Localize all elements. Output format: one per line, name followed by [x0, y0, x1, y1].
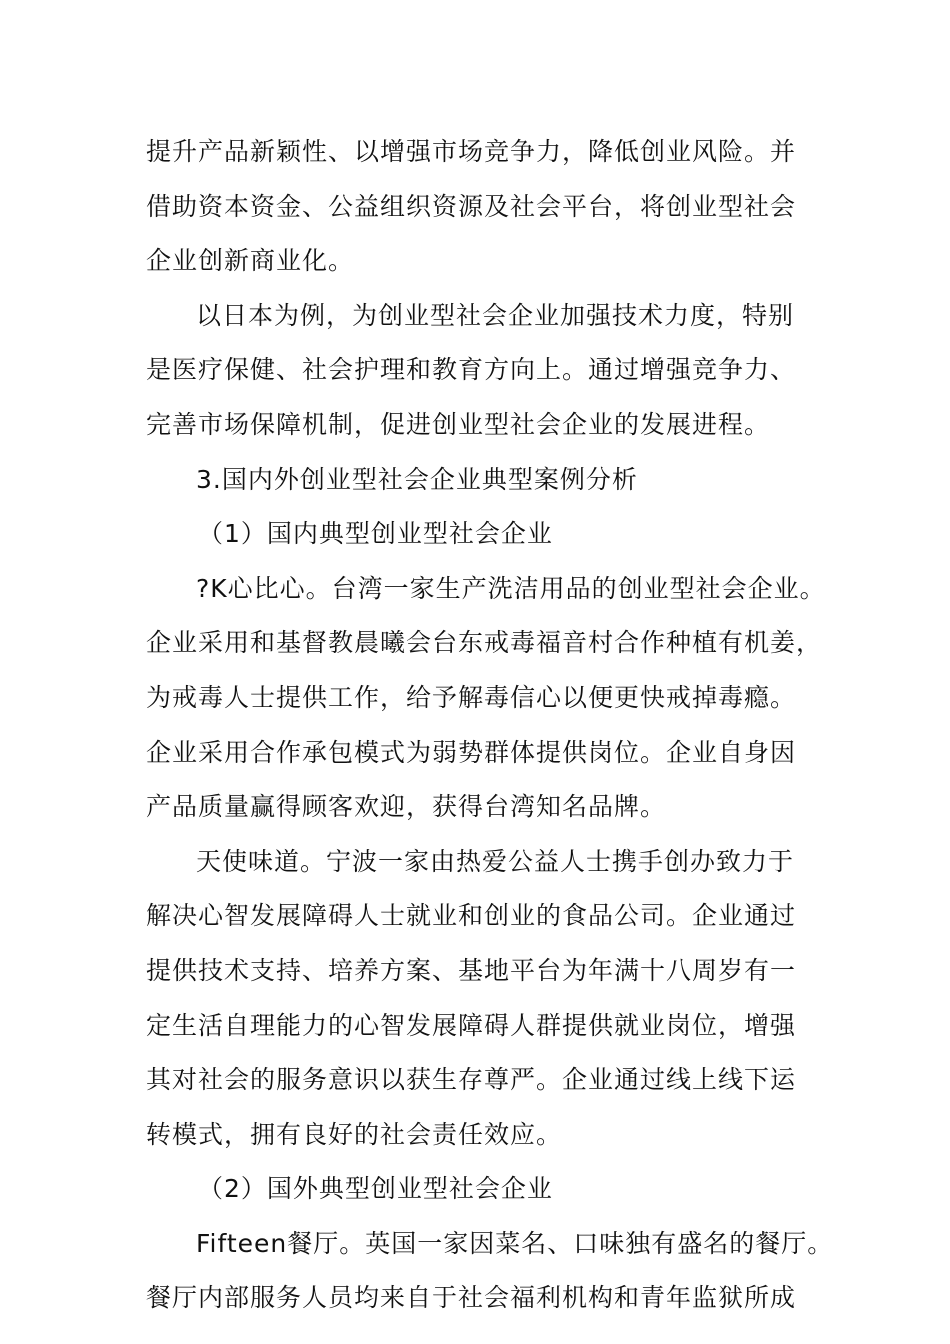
- text-line: 企业采用合作承包模式为弱势群体提供岗位。企业自身因: [146, 737, 797, 767]
- text-line: 产品质量赢得顾客欢迎，获得台湾知名品牌。: [146, 792, 667, 822]
- text-line: 为戒毒人士提供工作，给予解毒信心以便更快戒掉毒瘾。: [146, 682, 797, 712]
- text-line: 企业采用和基督教晨曦会台东戒毒福音村合作种植有机姜，: [146, 628, 823, 658]
- text-line: 定生活自理能力的心智发展障碍人群提供就业岗位，增强: [146, 1010, 797, 1040]
- paragraph-first-line: Fifteen餐厅。英国一家因菜名、口味独有盛名的餐厅。: [196, 1228, 834, 1258]
- text-line: 餐厅内部服务人员均来自于社会福利机构和青年监狱所成: [146, 1283, 797, 1313]
- text-line: 借助资本资金、公益组织资源及社会平台，将创业型社会: [146, 191, 797, 221]
- paragraph-first-line: 天使味道。宁波一家由热爱公益人士携手创办致力于: [196, 846, 795, 876]
- text-line: 解决心智发展障碍人士就业和创业的食品公司。企业通过: [146, 901, 797, 931]
- paragraph-first-line: 以日本为例，为创业型社会企业加强技术力度，特别: [196, 300, 795, 330]
- text-line: 提升产品新颖性、以增强市场竞争力，降低创业风险。并: [146, 137, 797, 166]
- text-line: 是医疗保健、社会护理和教育方向上。通过增强竞争力、: [146, 355, 797, 385]
- section-heading: 3.国内外创业型社会企业典型案例分析: [196, 464, 638, 494]
- text-line: 完善市场保障机制，促进创业型社会企业的发展进程。: [146, 409, 771, 439]
- text-line: 企业创新商业化。: [146, 246, 355, 276]
- text-line: 提供技术支持、培养方案、基地平台为年满十八周岁有一: [146, 955, 797, 985]
- paragraph-first-line: ?K心比心。台湾一家生产洗洁用品的创业型社会企业。: [196, 573, 826, 603]
- subsection-heading: （2）国外典型创业型社会企业: [198, 1174, 553, 1204]
- text-line: 其对社会的服务意识以获生存尊严。企业通过线上线下运: [146, 1065, 797, 1095]
- text-line: 转模式，拥有良好的社会责任效应。: [146, 1119, 563, 1149]
- document-body: [146, 125, 834, 1326]
- subsection-heading: （1）国内典型创业型社会企业: [198, 519, 553, 549]
